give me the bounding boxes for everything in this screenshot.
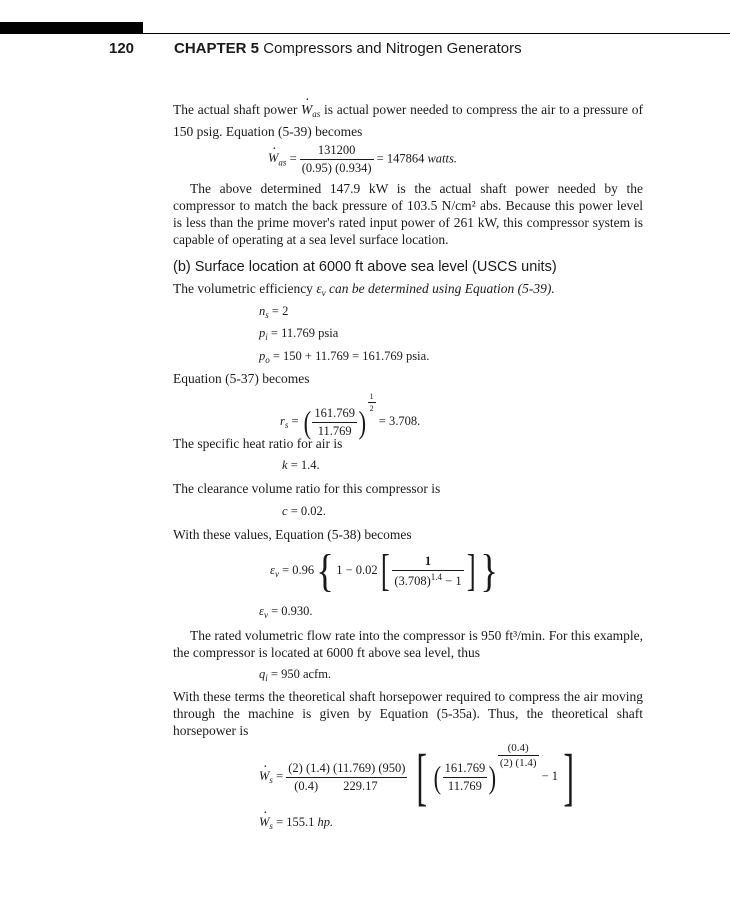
paragraph-volumetric-efficiency — [173, 280, 643, 302]
equation-c — [282, 504, 326, 519]
eq-k-rhs: = 1.4. — [290, 458, 320, 472]
eq-was-num: 131200 — [300, 143, 374, 160]
eq-ev-num: 1 — [392, 554, 463, 571]
equation-ws: · $W_s$ = $\frac{(2) (1.4) (11.769) (950)}{(0.4) 229.17}$ [ ( $\frac{161.769}{11.769}$ ) $\frac{(0.4)}{(2) (1.4)}$ − 1] — [259, 742, 579, 809]
eq-was-sub: as — [278, 157, 287, 168]
eq-rs-lparen: ( — [303, 404, 311, 441]
equation-rs: $r_s$ = ( $\frac{161.769}{11.769}$ ) $\frac{1}{2}$ = 3.708. — [280, 392, 421, 441]
eq-rs-fraction — [312, 406, 357, 439]
eq-ev-rbracket: ] — [466, 546, 476, 595]
eq-rs-rparen: ) — [358, 404, 367, 441]
eq-qi-lhs: q — [259, 667, 266, 681]
para3-text-a: The volumetric efficiency — [173, 281, 317, 296]
eq-ws-inner-den: 11.769 — [447, 778, 482, 793]
eq-ws-inner-fraction — [443, 761, 488, 794]
eq-ws-exponent — [498, 742, 539, 769]
chapter-label: CHAPTER 5 — [174, 40, 260, 57]
paragraph-horsepower: With these terms the theoretical shaft horsepower required to compress the air moving through the machine is given by Equation (5-35a). Thus, the theoretical shaft horsepower is — [173, 689, 643, 738]
eq-ws2-sub: s — [269, 821, 273, 831]
eq-was-lhs: · W — [268, 151, 278, 166]
eq-qi-rhs: = 950 acfm. — [270, 667, 332, 681]
eq-rs-exponent — [368, 392, 376, 413]
eq-ws-lparen: ( — [433, 759, 441, 796]
eq-ev-base: (3.708) — [394, 573, 431, 588]
eq-ev-lbrace: { — [316, 545, 335, 596]
eq-pi-rhs: = 11.769 psia — [270, 326, 339, 340]
para1-text-a: The actual shaft power — [173, 102, 302, 117]
running-head — [174, 40, 522, 57]
eq-ev2-lhs: ε — [259, 604, 264, 618]
text-specific-heat: The specific heat ratio for air is — [173, 436, 343, 451]
eq-ws-inner-num: 161.769 — [443, 761, 488, 778]
eq-pi-lhs: p — [259, 326, 266, 340]
para1-text-b: is actual power needed to compress the air to a pressure of 150 psig. Equation (5-39) becomes — [173, 102, 643, 139]
section-heading-b: (b) Surface location at 6000 ft above sea level (USCS units) — [173, 259, 557, 275]
equation-qi — [259, 667, 331, 683]
eq-ws-tail: − 1 — [541, 769, 559, 783]
paragraph-flow-rate: The rated volumetric flow rate into the compressor is 950 ft³/min. For this example, the compressor is located at 6000 ft above sea level, thus — [173, 628, 643, 660]
eq-ns-sub: s — [265, 310, 269, 320]
text-equation-537: Equation (5-37) becomes — [173, 371, 310, 386]
eq-ev-lbracket: [ — [380, 546, 390, 595]
eq-po-sub: o — [265, 355, 270, 365]
eq-rs-result: = 3.708. — [378, 414, 421, 428]
chapter-title: Compressors and Nitrogen Generators — [263, 40, 522, 57]
para3-text-b: can be determined using Equation (5-39). — [325, 281, 555, 296]
eq-ev2-sub: v — [263, 610, 268, 620]
eq-was-fraction — [300, 143, 374, 176]
eq-ev-minus: 1 − 0.02 — [336, 562, 378, 577]
equation-k — [282, 458, 320, 473]
eq-ws-sub: s — [269, 775, 273, 785]
eq-ev-lhs: ε — [270, 562, 275, 577]
equation-ws-result — [259, 815, 333, 831]
eq-ev-tail: − 1 — [445, 573, 462, 588]
eq-ev2-rhs: = 0.930. — [271, 604, 313, 618]
eq-ev-rbrace: } — [480, 545, 499, 596]
equation-ev — [270, 545, 500, 596]
text-equation-538: With these values, Equation (5-38) becomes — [173, 527, 412, 542]
page-number: 120 — [109, 40, 135, 57]
eq-c-rhs: = 0.02. — [290, 504, 326, 518]
para1-sub: as — [312, 109, 321, 119]
eq-qi-sub: i — [265, 673, 268, 683]
eq-ev-fraction — [392, 554, 463, 589]
w-dot-symbol: · W — [301, 101, 312, 118]
eq-ws-fraction-1 — [286, 761, 407, 794]
eq-c-lhs: c — [282, 504, 288, 518]
eq-ws-exp-den: (2) (1.4) — [499, 757, 537, 769]
equation-pi — [259, 326, 338, 342]
para3-sub: v — [321, 288, 326, 298]
eq-k-lhs: k — [282, 458, 288, 472]
eq-was-den: (0.95) (0.934) — [301, 161, 372, 175]
equation-was: · $W_{as}$ = $\frac{131200}{(0.95) (0.934)}$ = 147864 watts. — [268, 143, 457, 176]
eq-ns-rhs: = 2 — [271, 304, 289, 318]
eq-rs-sub: s — [284, 420, 289, 430]
eq-rs-num: 161.769 — [312, 406, 357, 423]
eq-ws2-unit: hp. — [317, 815, 334, 829]
eq-ws-f1-den — [286, 778, 407, 794]
header-rule — [143, 33, 730, 34]
equation-ev-result — [259, 604, 313, 620]
header-bar — [0, 22, 143, 34]
eq-ws-exp-num: (0.4) — [498, 742, 539, 756]
eq-ev-coef: = 0.96 — [282, 562, 315, 577]
eq-was-result: = 147864 — [376, 151, 425, 166]
eq-po-lhs: p — [259, 349, 266, 363]
equation-ns — [259, 304, 288, 320]
eq-ws-f1-den-b: 229.17 — [343, 778, 378, 793]
paragraph-shaft-power — [173, 101, 643, 140]
eq-po-rhs: = 150 + 11.769 = 161.769 psia. — [272, 349, 430, 363]
eq-ws-f1-num: (2) (1.4) (11.769) (950) — [286, 761, 407, 778]
eq-ws2-lhs: · W — [259, 815, 269, 830]
eq-ws-lhs: · W — [259, 769, 269, 784]
eq-ws-rbracket: ] — [563, 741, 575, 813]
eq-ns-lhs: n — [259, 304, 266, 318]
eq-was-unit: watts. — [427, 151, 457, 166]
eq-rs-den: 11.769 — [317, 423, 352, 438]
eq-ev-sub: v — [274, 568, 279, 579]
eq-rs-lhs: r — [280, 414, 285, 428]
eq-ev-den — [392, 571, 463, 589]
eq-ws-f1-den-a: (0.4) — [294, 778, 319, 793]
eq-pi-sub: i — [265, 332, 268, 342]
para3-epsilon: ε — [316, 281, 322, 296]
equation-po — [259, 349, 429, 365]
eq-rs-exp-den: 2 — [369, 404, 374, 413]
paragraph-power-conclusion: The above determined 147.9 kW is the actual shaft power needed by the compressor to match the back pressure of 103.5 N/cm² abs. Because this power level is less than the prime mover's rated input power of 261 kW, this compressor system is capable of operating at a sea level surface location. — [173, 181, 643, 247]
eq-ev-exp: 1.4 — [430, 571, 443, 582]
eq-ws-lbracket: [ — [415, 741, 427, 813]
text-clearance: The clearance volume ratio for this compressor is — [173, 481, 441, 496]
eq-ws-rparen: ) — [488, 759, 497, 796]
eq-rs-exp-num: 1 — [369, 392, 374, 401]
eq-ws2-rhs: = 155.1 — [276, 815, 315, 829]
